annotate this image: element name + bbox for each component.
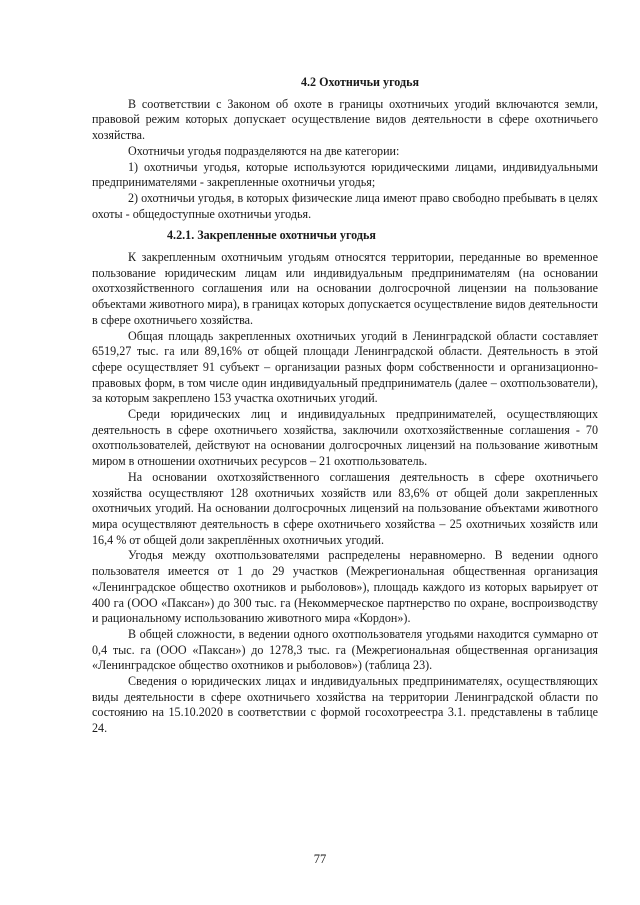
page-content	[92, 75, 598, 737]
body-paragraph: На основании охотхозяйственного соглашения деятельность в сфере охотничьего хозяйства осуществляют 128 охотничьих хозяйств или 83,6% от общей доли закрепленных охотничьих угодий. На основании долгосрочных лицензий на пользование объектами животного мира осуществляют деятельность в сфере охотничьего хозяйства – 25 охотничьих хозяйств или 16,4 % от общей доли закреплённых охотничьих угодий.	[92, 469, 598, 547]
subsection-title: 4.2.1. Закрепленные охотничьи угодья	[167, 228, 376, 243]
section-title: 4.2 Охотничьи угодья	[300, 75, 420, 89]
body-paragraph: Сведения о юридических лицах и индивидуальных предпринимателях, осуществляющих виды деятельности в сфере охотничьего хозяйства на территории Ленинградской области по состоянию на 15.10.2020 в соответствии с формой госохотреестра 3.1. представлены в таблице 24.	[92, 674, 598, 736]
body-paragraph: Общая площадь закрепленных охотничьих угодий в Ленинградской области составляет 6519,27 тыс. га или 89,16% от общей площади Ленинградской области. Деятельность в этой сфере осуществляет 91 субъект – организации разных форм собственности и организационно-правовых форм, в том числе один индивидуальный предприниматель (далее – охотпользователи), за которым закреплено 153 участка охотничьих угодий.	[92, 328, 598, 406]
categories-lead: Охотничьи угодья подразделяются на две категории:	[128, 143, 400, 158]
intro-paragraph: В соответствии с Законом об охоте в границы охотничьих угодий включаются земли, правовой режим которых допускает осуществление видов деятельности в сфере охотничьего хозяйства.	[92, 96, 598, 143]
body-paragraph: К закрепленным охотничьим угодьям относятся территории, переданные во временное пользование юридическим лицам или индивидуальным предпринимателям (на основании охотхозяйственного соглашения или на основании долгосрочной лицензии на пользование объектами животного мира), в границах которых допускается осуществление видов деятельности в сфере охотничьего хозяйства.	[92, 250, 598, 327]
category-item-1: 1) охотничьи угодья, которые используются юридическими лицами, индивидуальными предпринимателями - закрепленные охотничьи угодья;	[92, 159, 598, 190]
body-paragraph: В общей сложности, в ведении одного охотпользователя угодьями находится суммарно от 0,4 тыс. га (ООО «Паксан») до 1278,3 тыс. га (Межрегиональная общественная организация «Ленинградское общество охотников и рыболовов») (таблица 23).	[92, 626, 598, 673]
category-item-2: 2) охотничьи угодья, в которых физические лица имеют право свободно пребывать в целях охоты - общедоступные охотничьи угодья.	[92, 190, 598, 221]
body-paragraph: Среди юридических лиц и индивидуальных предпринимателей, осуществляющих деятельность в сфере охотничьего хозяйства, заключили охотхозяйственные соглашения - 70 охотпользователей, действуют на основании долгосрочных лицензий на пользование животным миром в отношении охотничьих ресурсов – 21 охотпользователь.	[92, 407, 598, 469]
page-number: 77	[313, 852, 327, 866]
body-paragraph: Угодья между охотпользователями распределены неравномерно. В ведении одного пользователя имеется от 1 до 29 участков (Межрегиональная общественная организация «Ленинградское общество охотников и рыболовов»), площадь каждого из которых варьирует от 400 га (ООО «Паксан») до 300 тыс. га (Некоммерческое партнерство по охране, воспроизводству и рациональному использованию животного мира «Кордон»).	[92, 548, 598, 626]
